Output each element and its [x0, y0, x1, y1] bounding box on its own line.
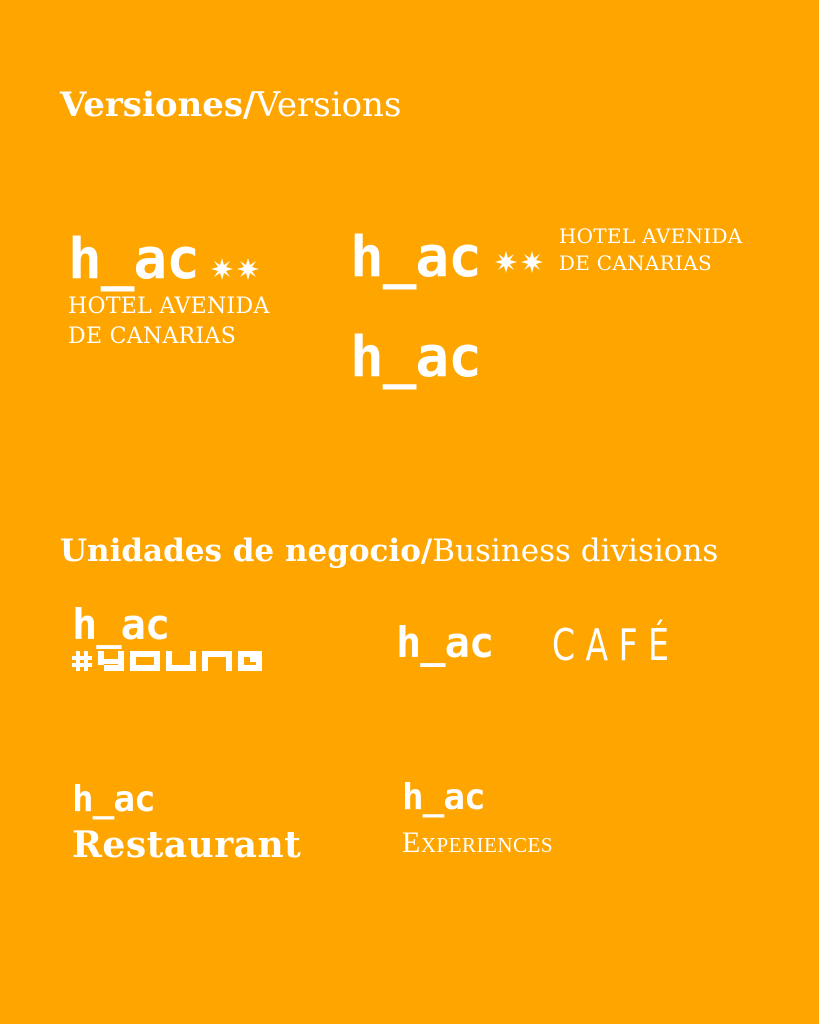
divisions-heading-es: Unidades de negocio/ [60, 533, 433, 569]
young-wordmark [72, 648, 262, 674]
hotel-name-line-1: HOTEL AVENIDA [68, 294, 270, 319]
logo-horizontal-version [350, 224, 743, 290]
restaurant-label: Restaurant [72, 824, 302, 866]
logo-cafe-mark: h_ac [396, 618, 494, 667]
versions-heading [60, 85, 402, 125]
logo-mark: h_ac [72, 779, 155, 820]
experiences-label: Experiences [402, 826, 554, 859]
divisions-heading [60, 533, 719, 569]
logo-mark: h_ac [68, 227, 199, 292]
hotel-name-line-1: HOTEL AVENIDA [558, 224, 743, 248]
logo-short-version: h_ac [350, 325, 481, 390]
divisions-heading-en: Business divisions [432, 533, 719, 569]
logo-stacked-version [68, 227, 270, 351]
logo-experiences-division [402, 777, 554, 860]
hotel-name-line-2: DE CANARIAS [68, 323, 237, 349]
logo-young-division [72, 600, 262, 674]
logo-mark: h_ac [350, 225, 481, 290]
versions-heading-es: Versiones/ [60, 85, 256, 125]
two-star-rating-icon [211, 258, 259, 280]
versions-heading-en: Versions [255, 85, 402, 125]
logo-restaurant-division [72, 779, 302, 866]
logo-mark: h_ac [72, 600, 170, 649]
logo-mark: h_ac [402, 777, 485, 818]
hotel-name-line-2: DE CANARIAS [558, 251, 712, 275]
cafe-label: CAFÉ [552, 620, 680, 671]
two-star-rating-icon [495, 251, 543, 273]
